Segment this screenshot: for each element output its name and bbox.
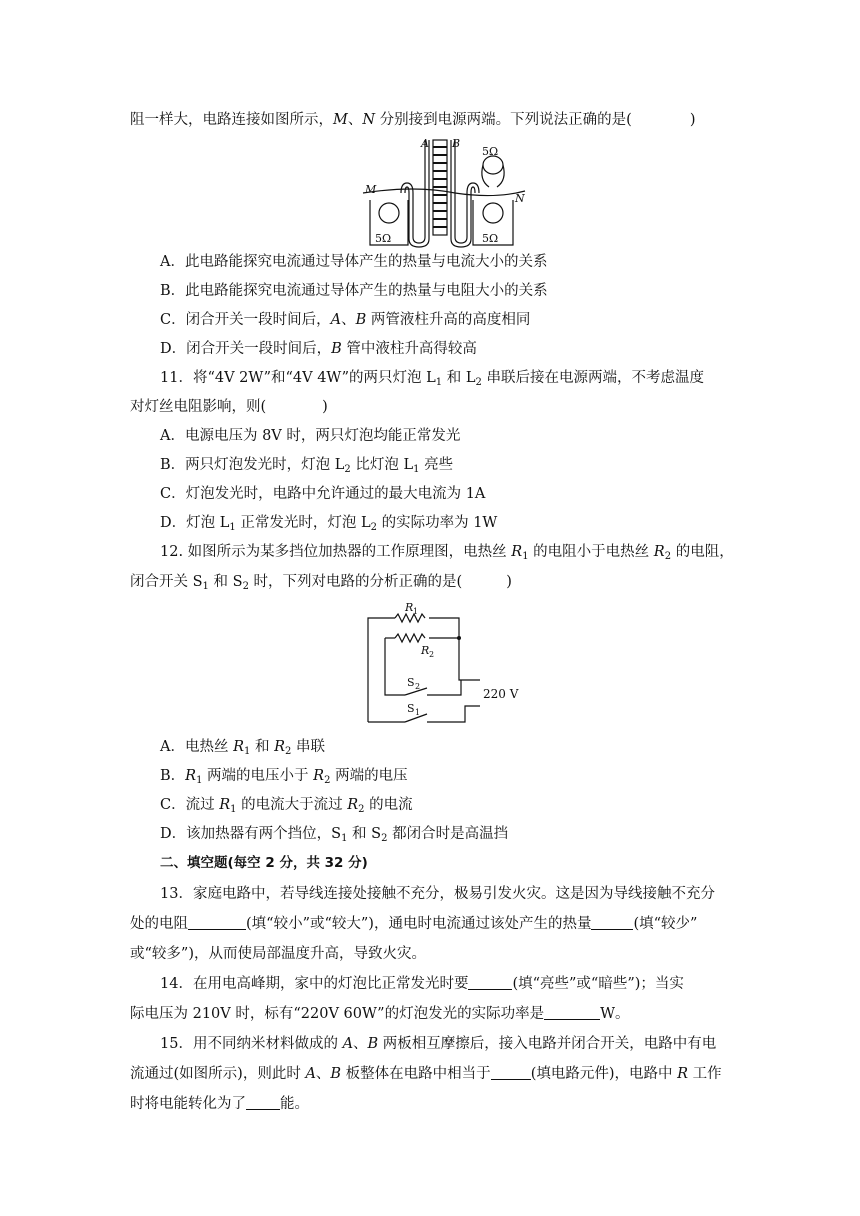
q12-stem-line1: 12. 如图所示为某多挡位加热器的工作原理图，电热丝 $R_1$ 的电阻小于电热丝 $R_2$ 的电阻， [160, 544, 734, 562]
label-A: A [421, 137, 429, 150]
q11-stem-line2: 对灯丝电阻影响，则( ) [130, 399, 328, 415]
section-heading: 二、填空题(每空 2 分，共 32 分) [160, 855, 368, 871]
q10-option-a: A．此电路能探究电流通过导体产生的热量与电流大小的关系 [160, 254, 548, 270]
q11-option-c: C．灯泡发光时，电路中允许通过的最大电流为 1A [160, 486, 486, 502]
q14-line2: 际电压为 210V 时，标有“220V 60W”的灯泡发光的实际功率是 W。 [130, 1006, 630, 1022]
q14-blank-2[interactable] [544, 1005, 600, 1020]
r2-sub: 2 [429, 650, 435, 659]
q12-option-b: B．$R_1$ 两端的电压小于 $R_2$ 两端的电压 [160, 768, 408, 786]
q11-option-a: A．电源电压为 8V 时，两只灯泡均能正常发光 [160, 428, 461, 444]
q15-blank-1[interactable] [491, 1065, 531, 1080]
q11-stem-line1: 11．将“4V 2W”和“4V 4W”的两只灯泡 $L_1$ 和 $L_2$ 串联后接在电源两端，不考虑温度 [160, 370, 704, 388]
q10-circuit-figure [355, 135, 535, 250]
voltage-label: 220 V [483, 687, 519, 701]
q13-line3: 或“较多”)，从而使局部温度升高，导致火灾。 [130, 946, 426, 962]
label-B: B [452, 137, 461, 150]
q12-circuit-figure [365, 600, 535, 728]
s2-sub: 2 [415, 682, 421, 691]
q13-blank-1[interactable] [188, 915, 246, 930]
resistor-left-label: 5Ω [375, 232, 392, 245]
q13-line2: 处的电阻 (填“较小”或“较大”)，通电时电流通过该处产生的热量 (填“较少” [130, 916, 698, 932]
s1-label: S [407, 702, 415, 715]
q15-blank-2[interactable] [246, 1095, 280, 1110]
resistor-top-label: 5Ω [482, 145, 499, 158]
q15-line3: 时将电能转化为了 能。 [130, 1096, 309, 1112]
q12-stem-line2: 闭合开关 $S_1$ 和 $S_2$ 时，下列对电路的分析正确的是( ) [130, 574, 512, 592]
q13-blank-2[interactable] [591, 915, 633, 930]
label-N: N [515, 192, 525, 205]
q15-line2: 流通过(如图所示)，则此时 A、B 板整体在电路中相当于 (填电路元件)，电路中 R 工作 [130, 1066, 722, 1082]
q10-stem-line: 阻一样大，电路连接如图所示，M、N 分别接到电源两端。下列说法正确的是( ) [130, 112, 696, 128]
s1-sub: 1 [415, 708, 421, 717]
q10-option-c: C．闭合开关一段时间后，A、B 两管液柱升高的高度相同 [160, 312, 531, 328]
q14-line1: 14．在用电高峰期，家中的灯泡比正常发光时要 (填“亮些”或“暗些”)；当实 [160, 976, 684, 992]
q15-line1: 15．用不同纳米材料做成的 A、B 两板相互摩擦后，接入电路并闭合开关，电路中有电 [160, 1036, 717, 1052]
q13-line1: 13．家庭电路中，若导线连接处接触不充分，极易引发火灾。这是因为导线接触不充分 [160, 886, 715, 902]
r1-label: R [405, 601, 414, 614]
q12-option-a: A．电热丝 $R_1$ 和 $R_2$ 串联 [160, 739, 326, 757]
q14-blank-1[interactable] [468, 975, 512, 990]
q11-option-b: B．两只灯泡发光时，灯泡 $L_2$ 比灯泡 $L_1$ 亮些 [160, 457, 454, 475]
q10-option-d: D．闭合开关一段时间后，B 管中液柱升高得较高 [160, 341, 477, 357]
q12-option-c: C．流过 $R_1$ 的电流大于流过 $R_2$ 的电流 [160, 797, 413, 815]
r1-sub: 1 [413, 607, 419, 616]
q11-option-d: D．灯泡 $L_1$ 正常发光时，灯泡 $L_2$ 的实际功率为 1W [160, 515, 498, 533]
label-M: M [365, 183, 377, 196]
resistor-right-label: 5Ω [482, 232, 499, 245]
s2-label: S [407, 676, 415, 689]
q12-option-d: D．该加热器有两个挡位，$S_1$ 和 $S_2$ 都闭合时是高温挡 [160, 826, 509, 844]
r2-label: R [421, 644, 430, 657]
q10-option-b: B．此电路能探究电流通过导体产生的热量与电阻大小的关系 [160, 283, 548, 299]
